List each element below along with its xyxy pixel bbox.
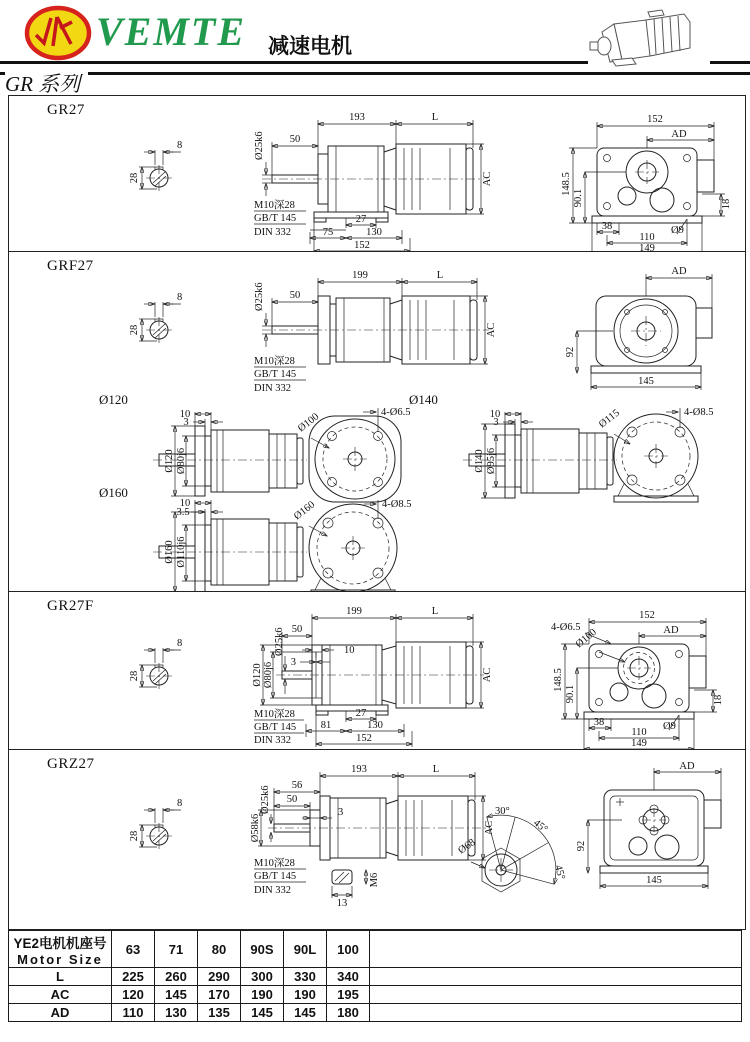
size-column-header: 100 — [327, 931, 370, 968]
table-header-row — [9, 931, 742, 968]
dim-label: 193 — [349, 112, 365, 123]
tap-callout: M10深28 — [254, 200, 295, 211]
dim-label: 75 — [322, 227, 334, 238]
page-subtitle: 减速电机 — [268, 34, 352, 58]
dim-label: 10 — [344, 645, 355, 656]
dim-label: AD — [671, 129, 687, 140]
dim-label: 149 — [639, 243, 655, 251]
dim-label: Ø25k6 — [254, 131, 265, 160]
table-cell: 130 — [155, 1004, 198, 1022]
flange-140-side — [463, 409, 617, 498]
dim-label: Ø110j6 — [176, 536, 187, 568]
table-empty-cell — [370, 986, 742, 1004]
dim-label: 13 — [336, 898, 348, 909]
plug-detail — [332, 870, 380, 909]
tap-callout: GB/T 145 — [254, 871, 297, 882]
dim-label: Ø160 — [292, 499, 318, 523]
dim-label: 56 — [291, 780, 303, 791]
row-label: AD — [9, 1004, 112, 1022]
dim-label: 148.5 — [561, 172, 572, 196]
shaft-section-view — [129, 638, 182, 689]
table-cell: 110 — [112, 1004, 155, 1022]
section-gr27 — [9, 96, 745, 252]
tap-callout: GB/T 145 — [254, 369, 297, 380]
dim-label: L — [431, 606, 439, 617]
dim-label: 18 — [713, 694, 724, 706]
dim-label: AC — [482, 171, 493, 187]
table-cell: 170 — [198, 986, 241, 1004]
header-cn: YE2电机机座号 — [13, 935, 107, 951]
dim-label: Ø25k6 — [260, 785, 271, 814]
dim-label: 152 — [639, 610, 655, 621]
tap-callout: M10深28 — [254, 709, 295, 720]
hex-flange-detail — [456, 806, 566, 892]
dim-label: 199 — [346, 606, 362, 617]
dim-label: 130 — [366, 227, 382, 238]
series-title: GR 系列 — [5, 68, 88, 98]
dim-label: 45° — [531, 817, 550, 836]
gearmotor-illustration-icon — [588, 4, 710, 68]
dim-label: Ø9 — [663, 721, 676, 732]
dim-label: 90.1 — [573, 188, 584, 208]
flange-160-side — [153, 498, 307, 591]
dim-label: 27 — [355, 708, 367, 719]
dim-label: Ø100 — [296, 411, 322, 435]
dim-label: 92 — [576, 840, 587, 852]
dim-label: 10 — [179, 498, 191, 509]
dim-label: 81 — [320, 720, 332, 731]
dim-label: 193 — [351, 764, 367, 775]
dim-label: Ø120 — [252, 663, 263, 687]
dim-label: Ø80j6 — [263, 661, 274, 689]
dim-label: 92 — [565, 346, 576, 358]
dim-label: AD — [679, 761, 695, 772]
table-cell: 145 — [284, 1004, 327, 1022]
table-cell: 145 — [155, 986, 198, 1004]
dim-label: Ø68 — [456, 837, 478, 857]
dim-label: AC — [482, 667, 493, 683]
table-cell: 135 — [198, 1004, 241, 1022]
dim-label: M6 — [369, 872, 380, 888]
dim-label: 50 — [289, 134, 301, 145]
dim-label: 4-Ø6.5 — [381, 407, 411, 418]
dim-label: 3 — [493, 417, 499, 428]
dim-label: Ø95j6 — [486, 447, 497, 475]
table-cell: 120 — [112, 986, 155, 1004]
dim-label: 38 — [601, 221, 613, 232]
dim-label: 4-Ø8.5 — [684, 407, 714, 418]
dim-label: Ø25k6 — [274, 627, 285, 656]
gr27f-drawing — [9, 592, 744, 749]
table-cell: 330 — [284, 968, 327, 986]
dim-label: 90.1 — [565, 684, 576, 704]
end-view — [561, 114, 732, 251]
gr27-drawing — [9, 96, 744, 251]
shaft-section-view — [129, 140, 182, 191]
size-column-header: 90S — [241, 931, 284, 968]
dim-label: 130 — [367, 720, 383, 731]
section-gr27f — [9, 592, 745, 750]
dim-label: 18 — [721, 198, 732, 210]
flange-140-front — [597, 407, 713, 502]
dim-label: 30° — [495, 806, 510, 817]
flange-160-front — [292, 499, 411, 591]
table-cell: 290 — [198, 968, 241, 986]
dim-label: 4-Ø8.5 — [382, 499, 412, 510]
size-column-header: 80 — [198, 931, 241, 968]
dim-label: 110 — [639, 232, 655, 243]
dim-label: 28 — [129, 670, 140, 682]
dim-label: 50 — [289, 290, 301, 301]
dim-label: 152 — [647, 114, 663, 125]
drawings-panel — [8, 95, 746, 930]
grz27-drawing — [9, 750, 744, 926]
flange-120-side — [153, 409, 307, 496]
dim-label: 3.5 — [176, 507, 190, 518]
table-row — [9, 986, 742, 1004]
dim-label: Ø80j6 — [176, 447, 187, 475]
table-cell: 190 — [241, 986, 284, 1004]
dim-label: 50 — [286, 794, 298, 805]
dim-label: 50 — [291, 624, 303, 635]
flange-label: Ø160 — [99, 485, 128, 500]
dim-label: 28 — [129, 830, 140, 842]
table-empty-column — [370, 931, 742, 968]
dim-label: 8 — [177, 798, 183, 809]
dim-label: L — [432, 764, 440, 775]
dim-label: Ø140 — [474, 449, 485, 473]
dim-label: 149 — [631, 738, 647, 749]
flange-label: Ø140 — [409, 392, 438, 407]
dim-label: AC — [486, 322, 497, 338]
tap-callout: GB/T 145 — [254, 722, 297, 733]
tap-callout: M10深28 — [254, 356, 295, 367]
side-view — [254, 112, 493, 251]
dim-label: 152 — [354, 240, 370, 251]
dim-label: 28 — [129, 324, 140, 336]
end-view — [565, 266, 712, 390]
size-column-header: 63 — [112, 931, 155, 968]
dim-label: 10 — [489, 409, 501, 420]
shaft-section-view — [129, 798, 182, 849]
table-cell: 300 — [241, 968, 284, 986]
dim-label: 3 — [338, 807, 344, 818]
side-view — [252, 606, 493, 747]
header-en: Motor Size — [17, 951, 103, 967]
table-empty-cell — [370, 968, 742, 986]
table-cell: 340 — [327, 968, 370, 986]
table-row — [9, 968, 742, 986]
table-cell: 190 — [284, 986, 327, 1004]
dim-label: Ø100 — [573, 626, 599, 651]
dim-label: L — [431, 112, 439, 123]
dim-label: Ø9 — [671, 225, 684, 236]
tap-callout: DIN 332 — [254, 383, 292, 394]
dim-label: Ø25k6 — [254, 282, 265, 311]
dim-label: 152 — [356, 733, 372, 744]
dim-label: Ø58k6 — [250, 813, 261, 843]
dim-label: 3 — [290, 657, 296, 668]
table-cell: 145 — [241, 1004, 284, 1022]
size-column-header: 90L — [284, 931, 327, 968]
dim-label: AD — [663, 625, 679, 636]
dim-label: 110 — [631, 727, 647, 738]
table-cell: 195 — [327, 986, 370, 1004]
tap-callout: DIN 332 — [254, 735, 292, 746]
tap-callout: GB/T 145 — [254, 213, 297, 224]
row-label: AC — [9, 986, 112, 1004]
dim-label: 3 — [183, 417, 189, 428]
dim-label: 28 — [129, 172, 140, 184]
size-column-header: 71 — [155, 931, 198, 968]
dim-label: 4-Ø6.5 — [551, 622, 581, 633]
section-title: GRF27 — [47, 258, 94, 274]
tap-callout: DIN 332 — [254, 885, 292, 896]
dim-label: 8 — [177, 638, 183, 649]
dim-label: Ø120 — [164, 449, 175, 473]
brand-logo — [24, 4, 94, 62]
dim-label: Ø160 — [164, 540, 175, 564]
dim-label: 38 — [593, 717, 605, 728]
table-empty-cell — [370, 1004, 742, 1022]
dim-label: 8 — [177, 292, 183, 303]
flange-120-front — [296, 407, 410, 502]
section-grz27 — [9, 750, 745, 927]
row-label: L — [9, 968, 112, 986]
side-view — [250, 764, 495, 909]
table-cell: 225 — [112, 968, 155, 986]
dim-label: 145 — [646, 875, 662, 886]
table-cell: 260 — [155, 968, 198, 986]
table-cell: 180 — [327, 1004, 370, 1022]
dim-label: L — [436, 270, 444, 281]
dim-label: AC — [484, 820, 495, 836]
end-view — [576, 761, 721, 889]
section-grf27 — [9, 252, 745, 592]
tap-callout: M10深28 — [254, 858, 295, 869]
dim-label: 27 — [355, 214, 367, 225]
dim-label: Ø115 — [597, 407, 622, 431]
section-title: GR27 — [47, 102, 85, 118]
flange-label: Ø120 — [99, 392, 128, 407]
dim-label: 148.5 — [553, 668, 564, 692]
dim-label: 45° — [552, 863, 567, 881]
section-title: GR27F — [47, 598, 94, 614]
dim-label: 10 — [179, 409, 191, 420]
shaft-section-view — [129, 292, 182, 343]
tap-callout: DIN 332 — [254, 227, 292, 238]
brand-name: VEMTE — [96, 9, 247, 54]
end-view — [551, 610, 724, 749]
dim-label: 145 — [638, 376, 654, 387]
section-title: GRZ27 — [47, 756, 95, 772]
side-view — [254, 270, 497, 394]
motor-size-table — [8, 930, 742, 1022]
grf27-drawing — [9, 252, 744, 591]
dim-label: 8 — [177, 140, 183, 151]
dim-label: 199 — [352, 270, 368, 281]
table-header-label — [9, 931, 112, 968]
dim-label: AD — [671, 266, 687, 277]
table-row — [9, 1004, 742, 1022]
